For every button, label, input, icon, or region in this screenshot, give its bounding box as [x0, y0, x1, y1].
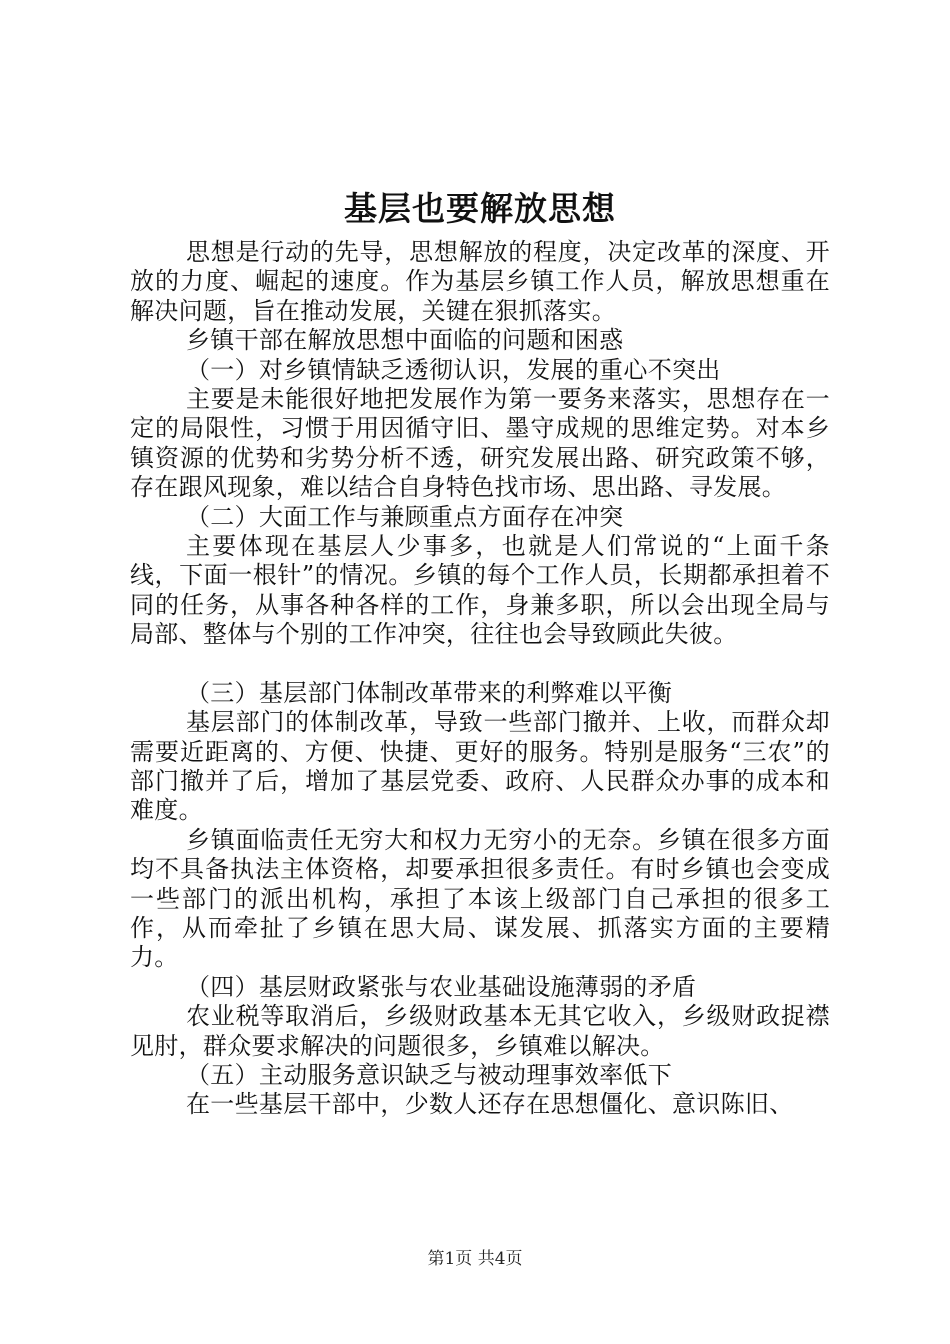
body-paragraph-1: 主要是未能很好地把发展作为第一要务来落实，思想存在一定的局限性，习惯于用因循守旧、墨守成规的思维定势。对本乡镇资源的优势和劣势分析不透，研究发展出路、研究政策不够，存在跟风现象，难以结合自身特色找市场、思出路、寻发展。: [130, 385, 830, 502]
subheading-3: （三）基层部门体制改革带来的利弊难以平衡: [186, 678, 672, 707]
body-paragraph-3: 基层部门的体制改革，导致一些部门撤并、上收，而群众却需要近距离的、方便、快捷、更好的服务。特别是服务“三农”的部门撤并了后，增加了基层党委、政府、人民群众办事的成本和难度。: [130, 708, 830, 825]
intro-paragraph: 思想是行动的先导，思想解放的程度，决定改革的深度、开放的力度、崛起的速度。作为基层乡镇工作人员，解放思想重在解决问题，旨在推动发展，关键在狠抓落实。: [130, 238, 830, 325]
page-number-footer: 第1页 共4页: [427, 1249, 523, 1269]
subheading-5: （五）主动服务意识缺乏与被动理事效率低下: [186, 1060, 672, 1089]
body-paragraph-6: 在一些基层干部中，少数人还存在思想僵化、意识陈旧、: [186, 1090, 794, 1119]
document-title: 基层也要解放思想: [344, 189, 616, 228]
subheading-2: （二）大面工作与兼顾重点方面存在冲突: [186, 502, 624, 531]
body-paragraph-2: 主要体现在基层人少事多，也就是人们常说的“上面千条线，下面一根针”的情况。乡镇的每个工作人员，长期都承担着不同的任务，从事各种各样的工作，身兼多职，所以会出现全局与局部、整体与个别的工作冲突，往往也会导致顾此失彼。: [130, 532, 830, 649]
blank-line: [130, 650, 830, 679]
subheading-1: （一）对乡镇情缺乏透彻认识，发展的重心不突出: [186, 355, 721, 384]
document-page: [130, 180, 830, 1120]
section-heading: 乡镇干部在解放思想中面临的问题和困惑: [186, 326, 624, 355]
subheading-4: （四）基层财政紧张与农业基础设施薄弱的矛盾: [186, 972, 697, 1001]
body-paragraph-5: 农业税等取消后，乡级财政基本无其它收入，乡级财政捉襟见肘，群众要求解决的问题很多，乡镇难以解决。: [130, 1002, 830, 1060]
body-paragraph-4: 乡镇面临责任无穷大和权力无穷小的无奈。乡镇在很多方面均不具备执法主体资格，却要承担很多责任。有时乡镇也会变成一些部门的派出机构，承担了本该上级部门自己承担的很多工作，从而牵扯了乡镇在思大局、谋发展、抓落实方面的主要精力。: [130, 825, 830, 972]
